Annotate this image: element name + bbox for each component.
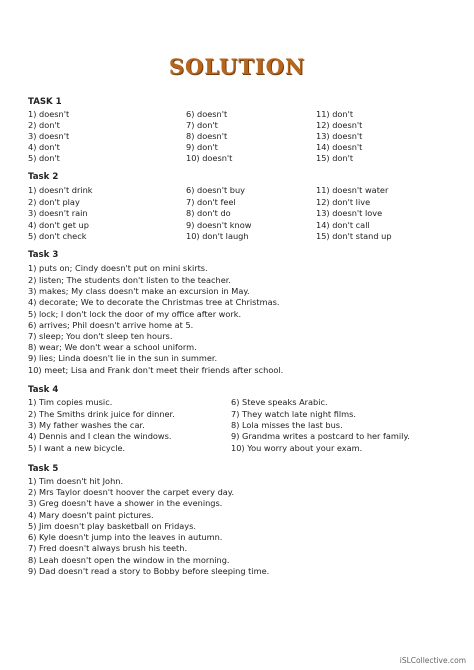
task4-answer: 5) I want a new bicycle. <box>28 443 126 453</box>
task1-answer: 9) don't <box>186 142 218 152</box>
task2-answer: 6) doesn't buy <box>186 185 245 195</box>
task3-answer: 4) decorate; We to decorate the Christmas tree at Christmas. <box>28 297 280 307</box>
task2-answer: 8) don't do <box>186 208 231 218</box>
task1-answer: 7) don't <box>186 120 218 130</box>
task4-answer: 4) Dennis and I clean the windows. <box>28 431 172 441</box>
task1-answer: 13) doesn't <box>316 131 363 141</box>
page-title: SOLUTION <box>168 54 306 79</box>
task1-answer: 15) don't <box>316 153 354 163</box>
task4-answer: 10) You worry about your exam. <box>231 443 363 453</box>
task4-answer: 2) The Smiths drink juice for dinner. <box>28 409 175 419</box>
task3-answer: 1) puts on; Cindy doesn't put on mini skirts. <box>28 263 208 273</box>
task2-answer: 1) doesn't drink <box>28 185 93 195</box>
task4-answer: 1) Tim copies music. <box>28 397 113 407</box>
task3-answer: 5) lock; I don't lock the door of my office after work. <box>28 309 242 319</box>
task1-label: TASK 1 <box>28 97 62 107</box>
task3-answer: 10) meet; Lisa and Frank don't meet their friends after school. <box>28 365 284 375</box>
task2-answer: 14) don't call <box>316 220 370 230</box>
task2-answer: 5) don't check <box>28 231 87 241</box>
task1-answer: 5) don't <box>28 153 60 163</box>
task5-answer: 1) Tim doesn't hit John. <box>28 476 124 486</box>
task1-answer: 2) don't <box>28 120 60 130</box>
task4-label: Task 4 <box>28 385 59 395</box>
task4-answer: 9) Grandma writes a postcard to her family. <box>231 431 410 441</box>
task3-answer: 3) makes; My class doesn't make an excursion in May. <box>28 286 250 296</box>
task1-answer: 12) doesn't <box>316 120 363 130</box>
task3-answer: 8) wear; We don't wear a school uniform. <box>28 342 197 352</box>
task1-answer: 1) doesn't <box>28 109 70 119</box>
watermark-footer[interactable]: iSLCollective.com <box>399 656 466 665</box>
task5-answer: 5) Jim doesn't play basketball on Fridays. <box>28 521 196 531</box>
task1-answer: 14) doesn't <box>316 142 363 152</box>
task3-answer: 7) sleep; You don't sleep ten hours. <box>28 331 173 341</box>
task1-answer: 11) don't <box>316 109 354 119</box>
task1-answer: 8) doesn't <box>186 131 228 141</box>
task3-label: Task 3 <box>28 250 59 260</box>
task3-answer: 9) lies; Linda doesn't lie in the sun in summer. <box>28 353 218 363</box>
task5-answer: 4) Mary doesn't paint pictures. <box>28 510 154 520</box>
task5-answer: 8) Leah doesn't open the window in the morning. <box>28 555 230 565</box>
task1-answer: 3) doesn't <box>28 131 70 141</box>
task5-answer: 6) Kyle doesn't jump into the leaves in autumn. <box>28 532 223 542</box>
task2-answer: 3) doesn't rain <box>28 208 88 218</box>
task1-answer: 4) don't <box>28 142 60 152</box>
task2-answer: 12) don't live <box>316 197 371 207</box>
task2-answer: 4) don't get up <box>28 220 89 230</box>
task2-answer: 11) doesn't water <box>316 185 389 195</box>
task3-answer: 6) arrives; Phil doesn't arrive home at 5. <box>28 320 194 330</box>
task4-answer: 6) Steve speaks Arabic. <box>231 397 328 407</box>
task5-answer: 3) Greg doesn't have a shower in the evenings. <box>28 498 223 508</box>
task2-answer: 9) doesn't know <box>186 220 252 230</box>
task2-label: Task 2 <box>28 172 59 182</box>
task5-answer: 9) Dad doesn't read a story to Bobby before sleeping time. <box>28 566 270 576</box>
task1-answer: 6) doesn't <box>186 109 228 119</box>
task4-answer: 7) They watch late night films. <box>231 409 356 419</box>
task3-answer: 2) listen; The students don't listen to the teacher. <box>28 275 231 285</box>
task2-answer: 7) don't feel <box>186 197 236 207</box>
task4-answer: 3) My father washes the car. <box>28 420 145 430</box>
task2-answer: 15) don't stand up <box>316 231 392 241</box>
task4-answer: 8) Lola misses the last bus. <box>231 420 343 430</box>
task2-answer: 10) don't laugh <box>186 231 249 241</box>
task1-answer: 10) doesn't <box>186 153 233 163</box>
task2-answer: 2) don't play <box>28 197 80 207</box>
task2-answer: 13) doesn't love <box>316 208 383 218</box>
task5-label: Task 5 <box>28 464 59 474</box>
task5-answer: 2) Mrs Taylor doesn't hoover the carpet every day. <box>28 487 235 497</box>
task5-answer: 7) Fred doesn't always brush his teeth. <box>28 543 188 553</box>
